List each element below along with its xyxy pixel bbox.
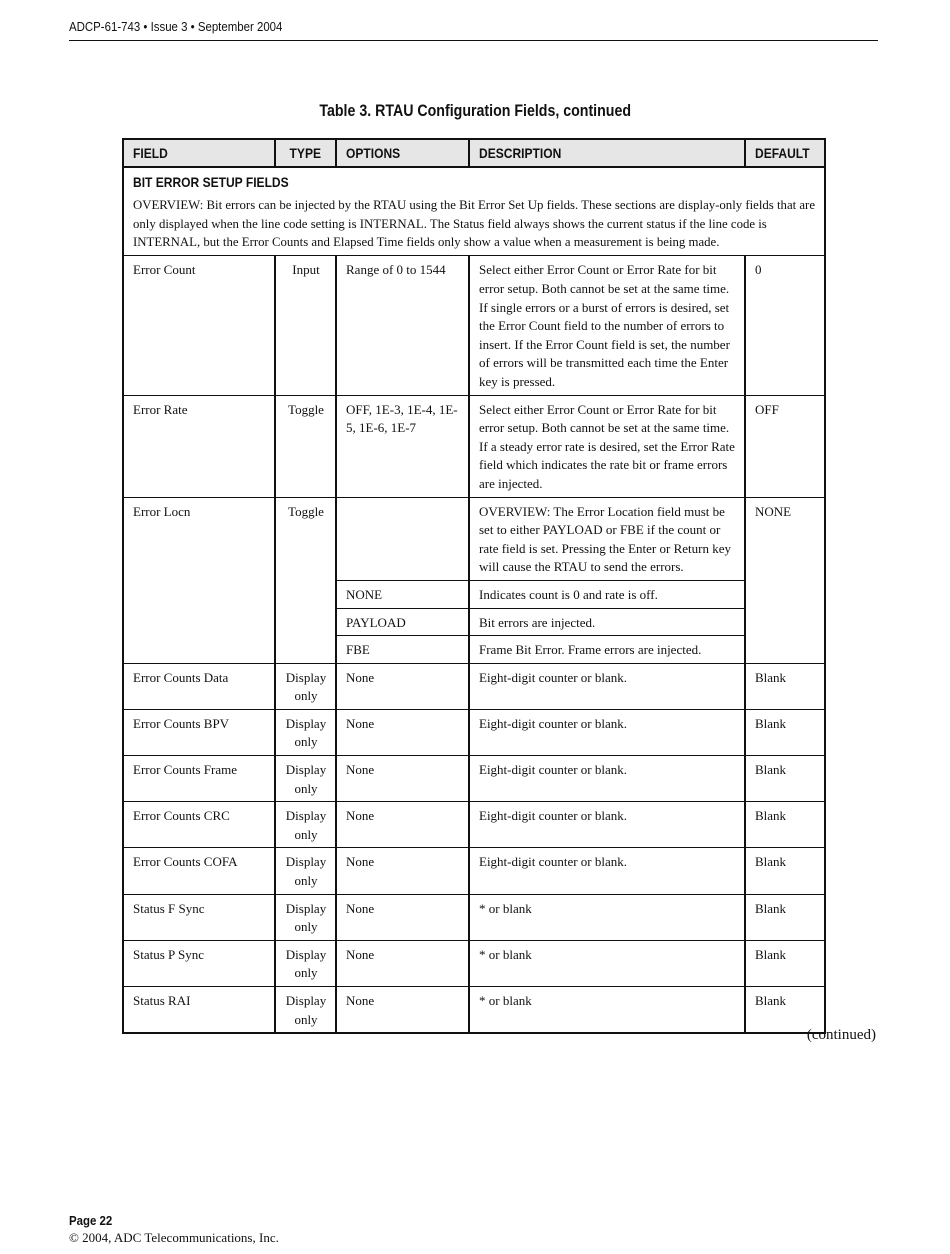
description-cell: Eight-digit counter or blank. — [469, 848, 745, 894]
default-cell: OFF — [745, 395, 825, 497]
type-cell: Display only — [275, 756, 336, 802]
type-cell: Display only — [275, 940, 336, 986]
default-cell: Blank — [745, 709, 825, 755]
type-cell: Display only — [275, 848, 336, 894]
section-overview: OVERVIEW: Bit errors can be injected by the RTAU using the Bit Error Set Up fields. These sections are display-only fields that are only displayed when the line code setting is INTERNAL. The Status field always shows the current status if the line code is INTERNAL, but the Error Counts and Elapsed Time fields only show a value when a measurement is being made. — [133, 198, 815, 249]
field-cell: Error Counts COFA — [123, 848, 275, 894]
type-cell: Display only — [275, 987, 336, 1034]
field-cell: Error Counts Data — [123, 663, 275, 709]
table-row — [123, 709, 825, 755]
type-cell: Display only — [275, 663, 336, 709]
options-cell — [336, 497, 469, 580]
config-fields-table — [122, 138, 826, 1034]
description-cell: Eight-digit counter or blank. — [469, 709, 745, 755]
page-number: Page 22 — [69, 1213, 113, 1228]
options-cell: None — [336, 987, 469, 1034]
default-cell: Blank — [745, 848, 825, 894]
description-cell: * or blank — [469, 940, 745, 986]
default-cell: Blank — [745, 894, 825, 940]
type-cell: Display only — [275, 802, 336, 848]
default-cell: NONE — [745, 497, 825, 663]
column-header-field: FIELD — [123, 139, 275, 167]
default-cell: Blank — [745, 802, 825, 848]
type-cell: Input — [275, 256, 336, 395]
continued-note: (continued) — [806, 1027, 876, 1043]
column-header-type: TYPE — [275, 139, 336, 167]
column-header-default: DEFAULT — [745, 139, 825, 167]
default-cell: Blank — [745, 940, 825, 986]
default-cell: Blank — [745, 756, 825, 802]
options-cell: None — [336, 663, 469, 709]
options-cell: None — [336, 940, 469, 986]
field-cell: Error Count — [123, 256, 275, 395]
options-cell: Range of 0 to 1544 — [336, 256, 469, 395]
field-cell: Status RAI — [123, 987, 275, 1034]
default-cell: Blank — [745, 663, 825, 709]
table-row — [123, 848, 825, 894]
field-cell: Error Counts BPV — [123, 709, 275, 755]
default-cell: Blank — [745, 987, 825, 1034]
sub-description-cell: Indicates count is 0 and rate is off. — [469, 580, 745, 608]
copyright: © 2004, ADC Telecommunications, Inc. — [69, 1230, 279, 1245]
type-cell: Display only — [275, 709, 336, 755]
section-title: BIT ERROR SETUP FIELDS — [133, 173, 289, 190]
table-header-row — [123, 139, 825, 167]
table-row — [123, 987, 825, 1034]
header-text: ADCP-61-743 • Issue 3 • September 2004 — [69, 19, 283, 34]
field-cell: Status F Sync — [123, 894, 275, 940]
options-cell: None — [336, 709, 469, 755]
description-cell: * or blank — [469, 894, 745, 940]
table-row — [123, 395, 825, 497]
column-header-options: OPTIONS — [336, 139, 469, 167]
options-cell: None — [336, 894, 469, 940]
field-cell: Error Counts Frame — [123, 756, 275, 802]
options-cell: OFF, 1E-3, 1E-4, 1E-5, 1E-6, 1E-7 — [336, 395, 469, 497]
field-cell: Error Rate — [123, 395, 275, 497]
table-row — [123, 497, 825, 580]
table-row — [123, 894, 825, 940]
sub-option-cell: PAYLOAD — [336, 608, 469, 636]
field-cell: Error Counts CRC — [123, 802, 275, 848]
options-cell: None — [336, 848, 469, 894]
default-cell: 0 — [745, 256, 825, 395]
table-row — [123, 256, 825, 395]
type-cell: Toggle — [275, 497, 336, 663]
description-cell: Eight-digit counter or blank. — [469, 802, 745, 848]
table-row — [123, 663, 825, 709]
description-cell: * or blank — [469, 987, 745, 1034]
description-cell: Select either Error Count or Error Rate for bit error setup. Both cannot be set at the same time. If single errors or a burst of errors is desired, set the Error Count field to the number of errors to insert. If the Error Count field is set, the number of errors will be transmitted each time the Enter key is pressed. — [469, 256, 745, 395]
table-caption — [0, 102, 950, 121]
table-caption-text: Table 3. RTAU Configuration Fields, continued — [319, 102, 631, 120]
table-row — [123, 802, 825, 848]
sub-description-cell: Bit errors are injected. — [469, 608, 745, 636]
sub-option-cell: FBE — [336, 636, 469, 664]
page-footer — [69, 1212, 279, 1246]
description-cell: Eight-digit counter or blank. — [469, 663, 745, 709]
field-cell: Status P Sync — [123, 940, 275, 986]
description-cell: Eight-digit counter or blank. — [469, 756, 745, 802]
description-cell: OVERVIEW: The Error Location field must be set to either PAYLOAD or FBE if the count or rate field is set. Pressing the Enter or Return key will cause the RTAU to send the errors. — [469, 497, 745, 580]
table-row — [123, 756, 825, 802]
section-cell — [123, 167, 825, 256]
description-cell: Select either Error Count or Error Rate for bit error setup. Both cannot be set at the same time. If a steady error rate is desired, set the Error Rate field which indicates the rate bit or frame errors are injected. — [469, 395, 745, 497]
page-header — [69, 19, 878, 41]
options-cell: None — [336, 756, 469, 802]
sub-option-cell: NONE — [336, 580, 469, 608]
field-cell: Error Locn — [123, 497, 275, 663]
sub-description-cell: Frame Bit Error. Frame errors are injected. — [469, 636, 745, 664]
column-header-description: DESCRIPTION — [469, 139, 745, 167]
type-cell: Toggle — [275, 395, 336, 497]
section-row — [123, 167, 825, 256]
type-cell: Display only — [275, 894, 336, 940]
table-row — [123, 940, 825, 986]
options-cell: None — [336, 802, 469, 848]
